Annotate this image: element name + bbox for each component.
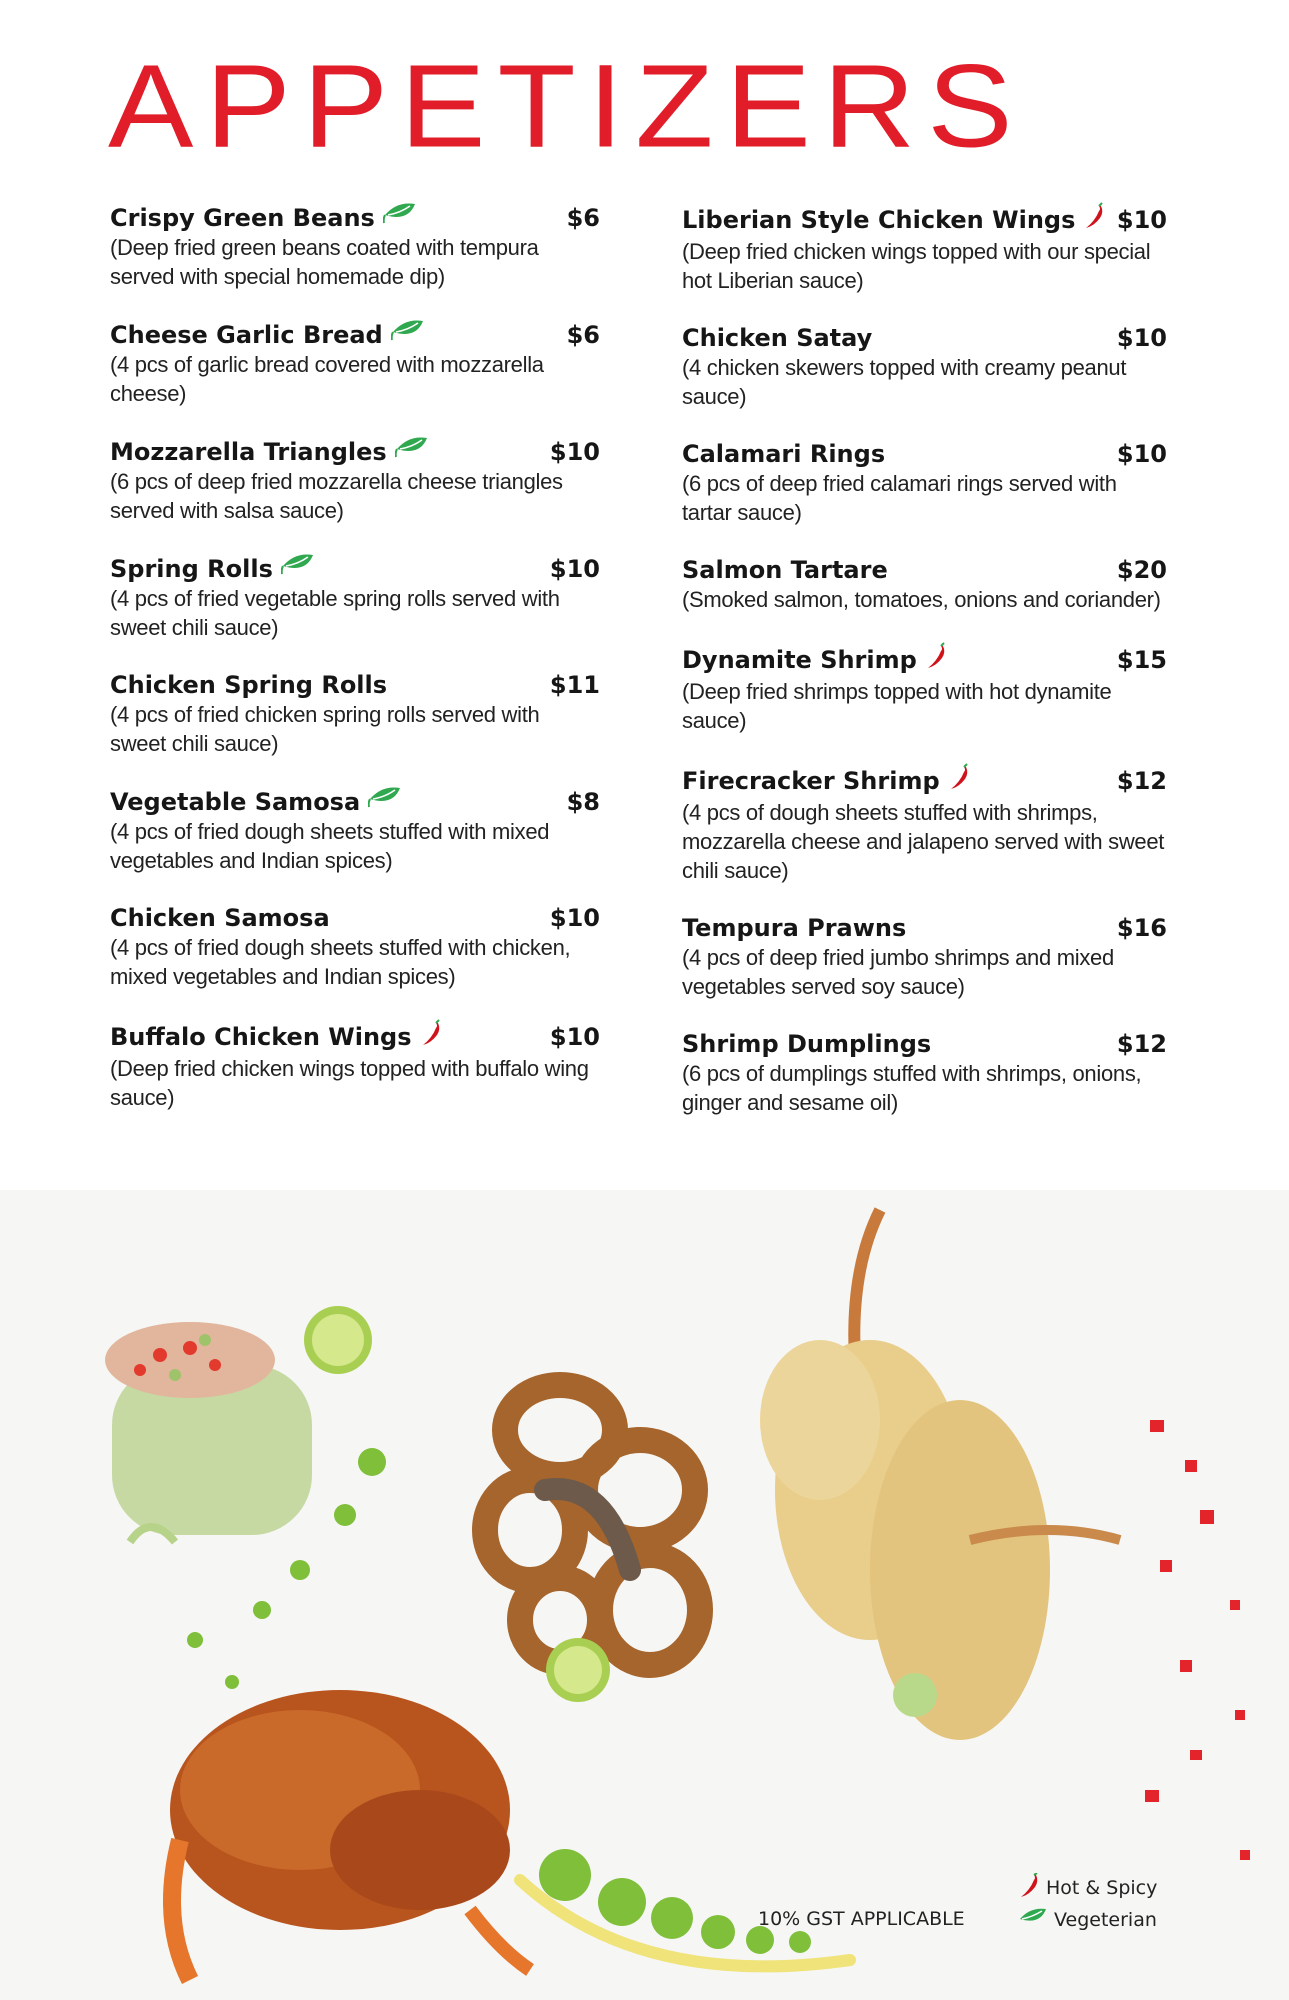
menu-item-header [682, 763, 1167, 798]
menu-item-price: $15 [1116, 645, 1167, 674]
leaf-icon [281, 553, 315, 584]
menu-item-header [682, 1029, 1167, 1059]
menu-item-name [682, 763, 970, 798]
menu-item-description: (Smoked salmon, tomatoes, onions and coriander) [682, 587, 1161, 612]
chili-icon [1018, 1873, 1040, 1904]
menu-item-header [682, 642, 1167, 677]
menu-item [110, 670, 600, 758]
menu-item-name-text: Crispy Green Beans [110, 203, 375, 232]
menu-item-price: $10 [1116, 324, 1167, 352]
menu-item-description: (6 pcs of deep fried mozzarella cheese triangles served with salsa sauce) [110, 469, 563, 523]
menu-item-name [682, 323, 872, 353]
menu-item-name-text: Firecracker Shrimp [682, 766, 940, 795]
menu-item-name [682, 202, 1105, 237]
menu-item-name [682, 1029, 931, 1059]
menu-item-header [682, 913, 1167, 943]
menu-item-header [110, 436, 600, 467]
menu-item-description: (4 pcs of fried dough sheets stuffed with mixed vegetables and Indian spices) [110, 819, 550, 873]
menu-item [682, 1029, 1167, 1117]
menu-item-price: $10 [1116, 440, 1167, 468]
legend [1018, 1872, 1157, 1936]
menu-item [110, 553, 600, 642]
menu-item [110, 786, 600, 875]
menu-item-price: $12 [1116, 766, 1167, 795]
menu-item-name-text: Chicken Spring Rolls [110, 671, 388, 699]
menu-item-name [110, 553, 315, 584]
menu-item-price: $16 [1116, 914, 1167, 942]
menu-item-name-text: Calamari Rings [682, 440, 886, 468]
gst-note: 10% GST APPLICABLE [758, 1908, 965, 1930]
chili-icon [948, 763, 970, 798]
menu-item-description: (6 pcs of dumplings stuffed with shrimps, onions, ginger and sesame oil) [682, 1061, 1142, 1115]
legend-hot-label: Hot & Spicy [1046, 1877, 1158, 1899]
menu-item-name-text: Dynamite Shrimp [682, 645, 917, 674]
page-title: APPETIZERS [108, 40, 1025, 173]
menu-item-price: $10 [549, 437, 600, 466]
menu-item-header [110, 319, 600, 350]
menu-item-name-text: Salmon Tartare [682, 556, 888, 584]
menu-item-name [682, 642, 947, 677]
menu-item-name [110, 1019, 442, 1054]
leaf-icon [368, 786, 402, 817]
menu-item-name [110, 903, 330, 933]
menu-item-header [682, 202, 1167, 237]
menu-item-name-text: Tempura Prawns [682, 914, 907, 942]
menu-item [682, 642, 1167, 735]
menu-item-price: $8 [566, 787, 600, 816]
menu-item-description: (6 pcs of deep fried calamari rings served with tartar sauce) [682, 471, 1117, 525]
menu-item-header [110, 1019, 600, 1054]
menu-item-price: $10 [549, 904, 600, 932]
menu-item [110, 1019, 600, 1112]
menu-item [110, 319, 600, 408]
menu-column-right [682, 202, 1167, 1145]
menu-item-header [110, 903, 600, 933]
menu-item-price: $6 [566, 203, 600, 232]
menu-item-description: (4 pcs of fried dough sheets stuffed with chicken, mixed vegetables and Indian spices) [110, 935, 571, 989]
leaf-icon [1018, 1907, 1048, 1934]
menu-item-name [110, 202, 417, 233]
menu-item-name [682, 913, 906, 943]
menu-item [682, 323, 1167, 411]
menu-item-description: (4 chicken skewers topped with creamy peanut sauce) [682, 355, 1127, 409]
menu-item [110, 202, 600, 291]
chili-icon [420, 1019, 442, 1054]
menu-item-name [110, 670, 387, 700]
menu-item-name [110, 319, 425, 350]
leaf-icon [391, 319, 425, 350]
menu-item [682, 202, 1167, 295]
menu-item-name-text: Spring Rolls [110, 554, 273, 583]
menu-item-description: (Deep fried green beans coated with tempura served with special homemade dip) [110, 235, 539, 289]
legend-hot-row [1018, 1872, 1157, 1904]
legend-veg-row [1018, 1904, 1157, 1936]
menu-item-name [682, 555, 888, 585]
menu-item-price: $10 [549, 1022, 600, 1051]
menu-item-price: $6 [566, 320, 600, 349]
menu-item [682, 439, 1167, 527]
menu-item-price: $10 [1116, 205, 1167, 234]
menu-item-name [110, 786, 402, 817]
menu-item-name-text: Shrimp Dumplings [682, 1030, 932, 1058]
menu-item-price: $10 [549, 554, 600, 583]
menu-item-description: (4 pcs of fried vegetable spring rolls served with sweet chili sauce) [110, 586, 560, 640]
menu-item-description: (Deep fried shrimps topped with hot dynamite sauce) [682, 679, 1112, 733]
menu-item [682, 763, 1167, 885]
menu-item-name [682, 439, 885, 469]
menu-item [110, 436, 600, 525]
menu-item-description: (4 pcs of dough sheets stuffed with shrimps, mozzarella cheese and jalapeno served with sweet chili sauce) [682, 800, 1165, 883]
leaf-icon [383, 202, 417, 233]
menu-item-name-text: Buffalo Chicken Wings [110, 1022, 412, 1051]
chili-icon [1083, 202, 1105, 237]
menu-item-description: (Deep fried chicken wings topped with our special hot Liberian sauce) [682, 239, 1151, 293]
menu-item-name-text: Chicken Satay [682, 324, 873, 352]
chili-icon [925, 642, 947, 677]
menu-item-description: (4 pcs of fried chicken spring rolls served with sweet chili sauce) [110, 702, 540, 756]
menu-item-name-text: Cheese Garlic Bread [110, 320, 383, 349]
menu-item-price: $11 [549, 671, 600, 699]
menu-item-header [110, 553, 600, 584]
menu-item-name-text: Vegetable Samosa [110, 787, 361, 816]
menu-item-header [110, 786, 600, 817]
legend-veg-label: Vegeterian [1054, 1909, 1157, 1931]
menu-item [110, 903, 600, 991]
menu-item-description: (4 pcs of deep fried jumbo shrimps and mixed vegetables served soy sauce) [682, 945, 1114, 999]
menu-item-description: (Deep fried chicken wings topped with buffalo wing sauce) [110, 1056, 589, 1110]
menu-item-header [110, 670, 600, 700]
leaf-icon [395, 436, 429, 467]
menu-item-header [682, 555, 1167, 585]
menu-item-header [682, 323, 1167, 353]
menu-column-left [110, 202, 600, 1140]
menu-item-name-text: Liberian Style Chicken Wings [682, 205, 1076, 234]
menu-item-header [110, 202, 600, 233]
menu-item-name-text: Mozzarella Triangles [110, 437, 387, 466]
menu-item-description: (4 pcs of garlic bread covered with mozzarella cheese) [110, 352, 544, 406]
menu-item [682, 913, 1167, 1001]
menu-item-price: $20 [1116, 556, 1167, 584]
menu-item [682, 555, 1167, 614]
menu-item-name-text: Chicken Samosa [110, 904, 330, 932]
menu-item-price: $12 [1116, 1030, 1167, 1058]
menu-item-header [682, 439, 1167, 469]
menu-item-name [110, 436, 429, 467]
